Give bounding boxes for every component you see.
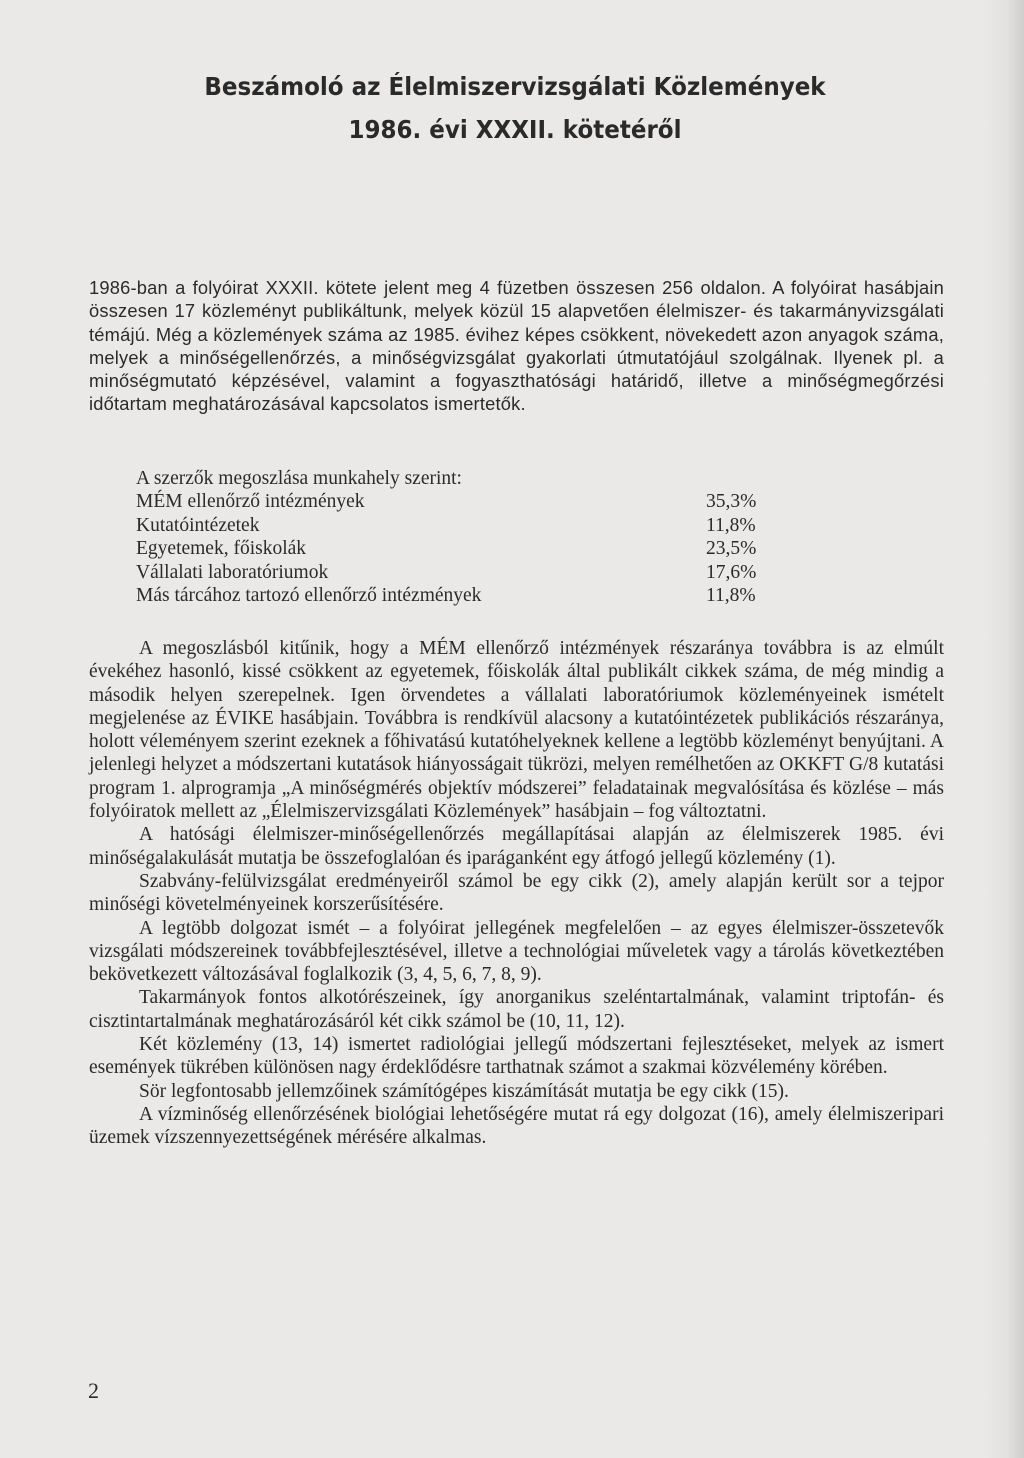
author-distribution-row	[136, 561, 796, 584]
body-paragraph: Két közlemény (13, 14) ismertet radiológiai jellegű módszertani fejlesztéseket, melyek az ismert események tükrében különösen nagy érdeklődésre tarthatnak számot a szakmai közvélemény körében.	[89, 1034, 944, 1079]
author-distribution-label: Kutatóintézetek	[136, 514, 260, 536]
intro-paragraph: 1986-ban a folyóirat XXXII. kötete jelent meg 4 füzetben összesen 256 oldalon. A folyóirat hasábjain összesen 17 közleményt publikáltunk, melyek közül 15 alapvetően élelmiszer- és takarmányvizsgálati témájú. Még a közlemények száma az 1985. évihez képes csökkent, növekedett azon anyagok száma, melyek a minőségellenőrzés, a minőségvizsgálat gyakorlati útmutatójául szolgálnak. Ilyenek pl. a minőségmutató képzésével, valamint a fogyaszthatósági határidő, illetve a minőségmegőrzési időtartam meghatározásával kapcsolatos ismertetők.	[89, 277, 944, 415]
author-distribution-row	[136, 514, 796, 537]
author-distribution-value: 17,6%	[706, 561, 757, 583]
author-distribution-heading: A szerzők megoszlása munkahely szerint:	[136, 468, 462, 489]
body-paragraph: A hatósági élelmiszer-minőségellenőrzés megállapításai alapján az élelmiszerek 1985. évi minőségalakulását mutatja be összefoglalóan és iparáganként egy átfogó jellegű közlemény (1).	[89, 824, 944, 869]
author-distribution-value: 11,8%	[706, 514, 756, 536]
author-distribution-row	[136, 537, 796, 560]
author-distribution-label: MÉM ellenőrző intézmények	[136, 491, 365, 513]
page-edge-shadow	[984, 0, 1024, 1458]
body-paragraph: Szabvány-felülvizsgálat eredményeiről számol be egy cikk (2), amely alapján került sor a tejpor minőségi követelményeinek korszerűsítésére.	[89, 870, 944, 916]
body-paragraph: A vízminőség ellenőrzésének biológiai lehetőségére mutat rá egy dolgozat (16), amely élelmiszeripari üzemek vízszennyezettségének mérésére alkalmas.	[89, 1103, 944, 1149]
body-paragraph: Takarmányok fontos alkotórészeinek, így anorganikus szeléntartalmának, valamint triptofán- és cisztintartalmának meghatározásáról két cikk számol be (10, 11, 12).	[89, 987, 944, 1032]
document-title-line-1: Beszámoló az Élelmiszervizsgálati Közlemények	[204, 72, 826, 101]
page-number: 2	[88, 1378, 99, 1403]
intro-section	[89, 276, 944, 416]
author-distribution-value: 35,3%	[706, 491, 757, 513]
author-distribution-value: 11,8%	[706, 585, 756, 607]
document-title-line-2: 1986. évi XXXII. kötetéről	[348, 115, 682, 144]
author-distribution-row	[136, 490, 796, 513]
body-paragraph: Sör legfontosabb jellemzőinek számítógépes kiszámítását mutatja be egy cikk (15).	[139, 1080, 789, 1102]
body-paragraph: A legtöbb dolgozat ismét – a folyóirat jellegének megfelelően – az egyes élelmiszer-összetevők vizsgálati módszereinek továbbfejlesztésével, illetve a technológiai műveletek vagy a tárolás következtében bekövetkezett változásával foglalkozik (3, 4, 5, 6, 7, 8, 9).	[89, 917, 944, 986]
author-distribution-value: 23,5%	[706, 538, 757, 560]
body-paragraph: A megoszlásból kitűnik, hogy a MÉM ellenőrző intézmények részaránya továbbra is az elmúlt évekéhez hasonló, kissé csökkent az egyetemek, főiskolák által publikált cikkek száma, de még mindig a második helyen szerepelnek. Igen örvendetes a vállalati laboratóriumok közleményeinek ismételt megjelenése az ÉVIKE hasábjain. Továbbra is rendkívül alacsony a kutatóintézetek publikációs részaránya, holott véleményem szerint ezeknek a főhivatású kutatóhelyeknek kellene a legtöbb közleményt benyújtani. A jelenlegi helyzet a módszertani kutatások hiányosságait tükrözi, melyen remélhetően az OKKFT G/8 kutatási program 1. alprogramja „A minőségmérés objektív módszerei” feladatainak megvalósítása és közlése – más folyóiratok mellett az „Élelmiszervizsgálati Közlemények” hasábjain – fog változtatni.	[89, 638, 944, 823]
main-text	[89, 637, 944, 1150]
author-distribution	[136, 467, 796, 607]
author-distribution-label: Más tárcához tartozó ellenőrző intézmények	[136, 585, 482, 607]
author-distribution-row	[136, 584, 796, 607]
author-distribution-label: Egyetemek, főiskolák	[136, 538, 307, 560]
author-distribution-label: Vállalati laboratóriumok	[136, 561, 329, 583]
